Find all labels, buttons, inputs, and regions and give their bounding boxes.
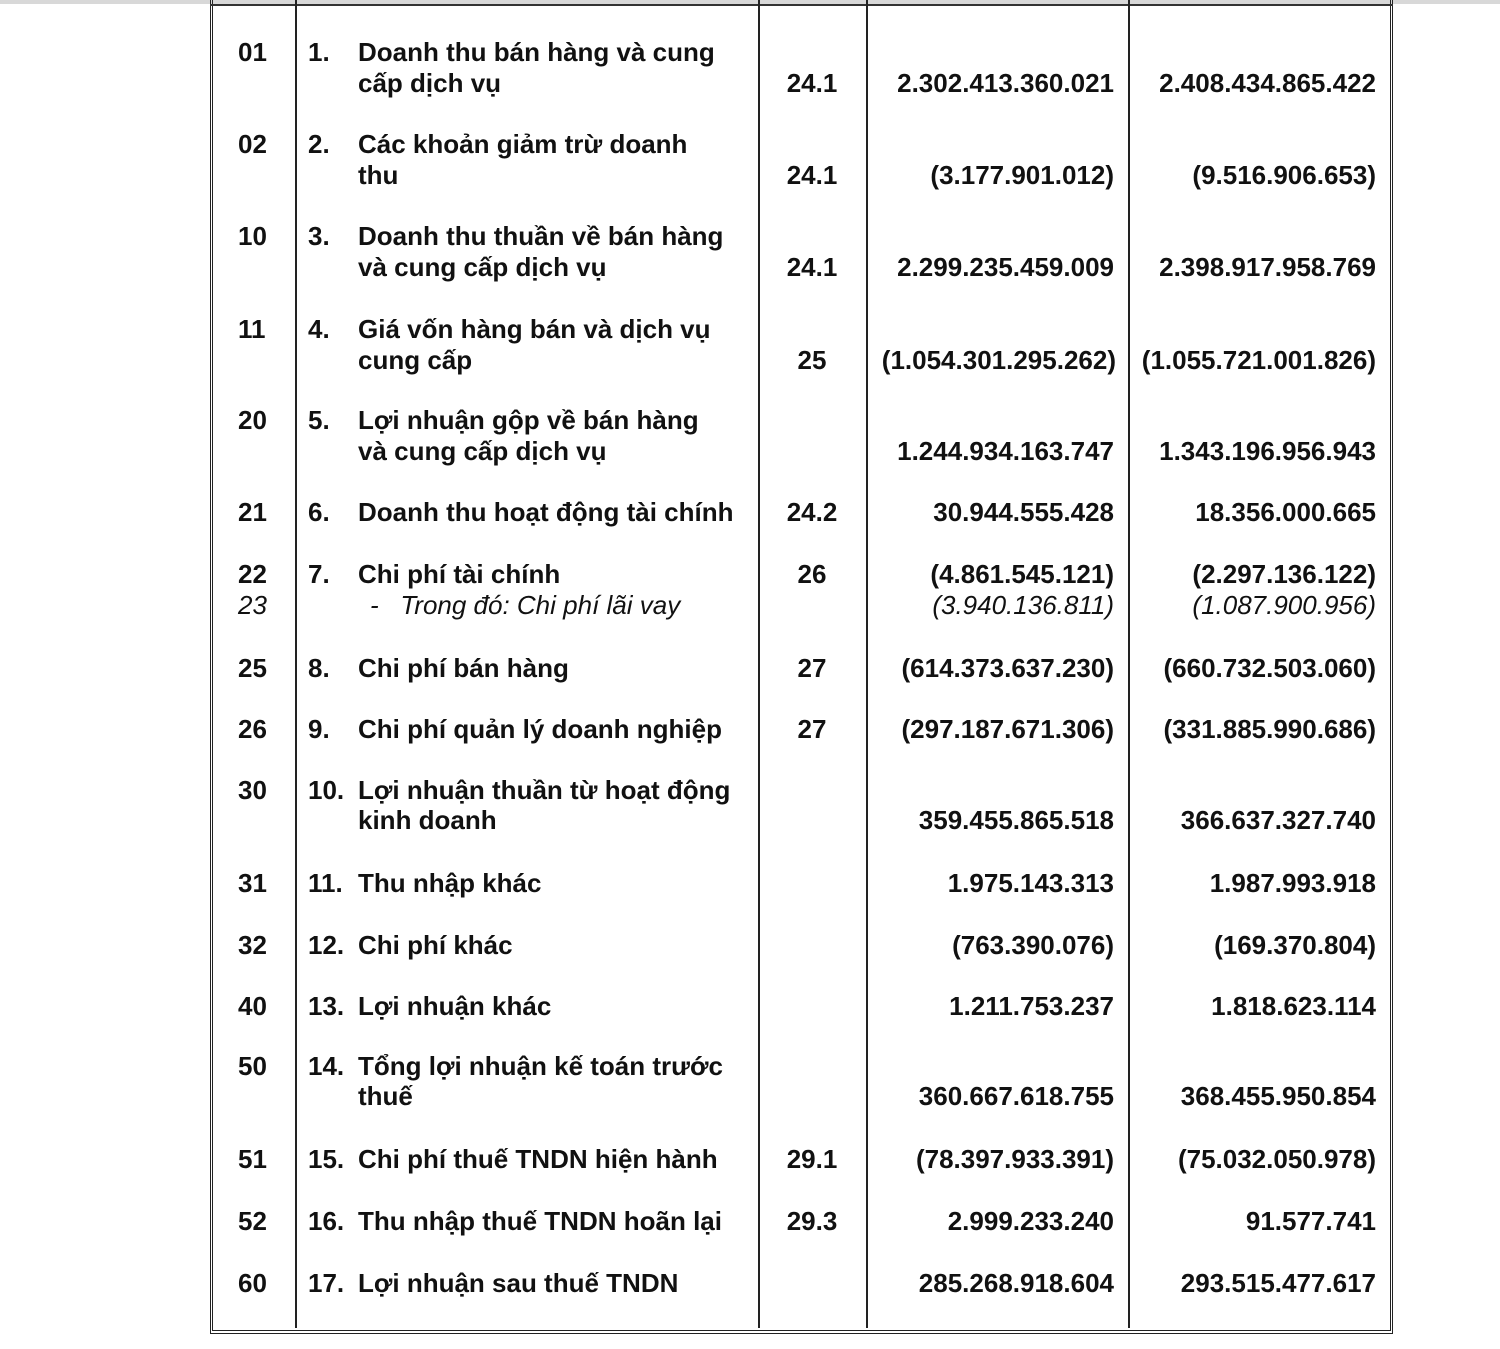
row-note: 25 <box>797 345 827 375</box>
row-description-line1: Lợi nhuận thuần từ hoạt động <box>358 775 731 805</box>
row-previous-year-value: (2.297.136.122) <box>1192 559 1376 589</box>
row-previous-year-value: (75.032.050.978) <box>1177 1144 1376 1174</box>
row-description-line2: kinh doanh <box>358 805 497 835</box>
row-previous-year-value: 2.408.434.865.422 <box>1159 68 1376 98</box>
row-number: 4. <box>308 314 330 344</box>
row-previous-year-value: 1.987.993.918 <box>1209 868 1376 898</box>
row-code: 31 <box>238 868 267 898</box>
row-current-year-value: 1.975.143.313 <box>947 868 1114 898</box>
row-description-line2: cung cấp <box>358 345 473 375</box>
row-number: 17. <box>308 1268 345 1298</box>
row-number: 10. <box>308 775 345 805</box>
row-description-line1: Tổng lợi nhuận kế toán trước <box>358 1051 723 1081</box>
row-description-line1: Doanh thu thuần về bán hàng <box>358 221 724 251</box>
row-code: 10 <box>238 221 267 251</box>
row-previous-year-value: (9.516.906.653) <box>1192 160 1376 190</box>
row-code: 51 <box>238 1144 267 1174</box>
row-current-year-value: (4.861.545.121) <box>930 559 1114 589</box>
row-previous-year-value: 366.637.327.740 <box>1180 805 1376 835</box>
row-current-year-value: 360.667.618.755 <box>918 1081 1114 1111</box>
row-number: 8. <box>308 653 330 683</box>
row-number: 6. <box>308 497 330 527</box>
row-description-line1: Chi phí bán hàng <box>358 653 569 683</box>
row-note: 24.1 <box>786 160 838 190</box>
row-number: 14. <box>308 1051 345 1081</box>
row-description-line1: Chi phí thuế TNDN hiện hành <box>358 1144 718 1174</box>
row-note: 24.1 <box>786 68 838 98</box>
row-current-year-value: 1.211.753.237 <box>949 991 1114 1021</box>
row-description-line2: và cung cấp dịch vụ <box>358 436 607 466</box>
row-current-year-value: 1.244.934.163.747 <box>897 436 1114 466</box>
column-divider-code <box>295 0 297 1328</box>
row-current-year-value: 285.268.918.604 <box>918 1268 1114 1298</box>
row-number: 7. <box>308 559 330 589</box>
row-number: 9. <box>308 714 330 744</box>
row-current-year-value: (614.373.637.230) <box>901 653 1114 683</box>
row-description-line1: Các khoản giảm trừ doanh <box>358 129 688 159</box>
row-description-line1: Doanh thu bán hàng và cung <box>358 37 715 67</box>
row-previous-year-value: 368.455.950.854 <box>1180 1081 1376 1111</box>
row-code: 32 <box>238 930 267 960</box>
row-description-line1: Chi phí tài chính <box>358 559 561 589</box>
row-description-line1: Thu nhập khác <box>358 868 542 898</box>
row-current-year-value: (763.390.076) <box>952 930 1114 960</box>
row-current-year-value: 2.299.235.459.009 <box>897 252 1114 282</box>
row-code: 23 <box>238 590 267 620</box>
row-current-year-value: 2.302.413.360.021 <box>897 68 1114 98</box>
row-number: 15. <box>308 1144 345 1174</box>
row-previous-year-value: 1.818.623.114 <box>1211 991 1376 1021</box>
row-current-year-value: (3.940.136.811) <box>932 590 1114 620</box>
row-code: 21 <box>238 497 267 527</box>
row-description-line1: - Trong đó: Chi phí lãi vay <box>370 590 681 620</box>
row-note: 27 <box>797 653 827 683</box>
row-description-line2: thu <box>358 160 399 190</box>
row-code: 11 <box>238 314 266 344</box>
row-number: 16. <box>308 1206 345 1236</box>
row-current-year-value: (3.177.901.012) <box>930 160 1114 190</box>
row-code: 30 <box>238 775 267 805</box>
row-note: 29.1 <box>786 1144 838 1174</box>
row-note: 27 <box>797 714 827 744</box>
row-previous-year-value: 293.515.477.617 <box>1180 1268 1376 1298</box>
row-description-line1: Giá vốn hàng bán và dịch vụ <box>358 314 711 344</box>
row-description-line1: Chi phí quản lý doanh nghiệp <box>358 714 722 744</box>
row-code: 02 <box>238 129 267 159</box>
row-previous-year-value: (1.087.900.956) <box>1192 590 1376 620</box>
row-code: 60 <box>238 1268 267 1298</box>
row-number: 2. <box>308 129 330 159</box>
row-code: 22 <box>238 559 267 589</box>
row-previous-year-value: (660.732.503.060) <box>1163 653 1376 683</box>
row-code: 52 <box>238 1206 267 1236</box>
row-previous-year-value: (331.885.990.686) <box>1163 714 1376 744</box>
row-description-line2: và cung cấp dịch vụ <box>358 252 607 282</box>
row-code: 26 <box>238 714 267 744</box>
row-description-line1: Doanh thu hoạt động tài chính <box>358 497 734 527</box>
row-number: 11. <box>308 868 343 898</box>
row-description-line1: Thu nhập thuế TNDN hoãn lại <box>358 1206 722 1236</box>
row-previous-year-value: (169.370.804) <box>1214 930 1376 960</box>
row-previous-year-value: 18.356.000.665 <box>1195 497 1376 527</box>
row-previous-year-value: 1.343.196.956.943 <box>1159 436 1376 466</box>
row-note: 24.1 <box>786 252 838 282</box>
row-current-year-value: (78.397.933.391) <box>915 1144 1114 1174</box>
row-current-year-value: (1.054.301.295.262) <box>881 345 1116 375</box>
row-code: 40 <box>238 991 267 1021</box>
row-description-line1: Chi phí khác <box>358 930 513 960</box>
row-description-line1: Lợi nhuận gộp về bán hàng <box>358 405 699 435</box>
row-previous-year-value: 91.577.741 <box>1245 1206 1376 1236</box>
row-current-year-value: 30.944.555.428 <box>933 497 1114 527</box>
row-current-year-value: (297.187.671.306) <box>901 714 1114 744</box>
row-code: 25 <box>238 653 267 683</box>
row-number: 5. <box>308 405 330 435</box>
table-header-bottom-border <box>210 4 1393 6</box>
row-code: 20 <box>238 405 267 435</box>
row-previous-year-value: 2.398.917.958.769 <box>1159 252 1376 282</box>
row-number: 1. <box>308 37 330 67</box>
row-note: 26 <box>797 559 827 589</box>
row-previous-year-value: (1.055.721.001.826) <box>1141 345 1376 375</box>
row-description-line2: thuế <box>358 1081 413 1111</box>
row-description-line1: Lợi nhuận sau thuế TNDN <box>358 1268 679 1298</box>
row-number: 3. <box>308 221 330 251</box>
row-code: 01 <box>238 37 267 67</box>
row-description-line1: Lợi nhuận khác <box>358 991 552 1021</box>
row-number: 13. <box>308 991 345 1021</box>
row-code: 50 <box>238 1051 267 1081</box>
row-note: 24.2 <box>786 497 838 527</box>
row-number: 12. <box>308 930 345 960</box>
row-current-year-value: 2.999.233.240 <box>947 1206 1114 1236</box>
row-note: 29.3 <box>786 1206 838 1236</box>
row-description-line2: cấp dịch vụ <box>358 68 502 98</box>
row-current-year-value: 359.455.865.518 <box>918 805 1114 835</box>
